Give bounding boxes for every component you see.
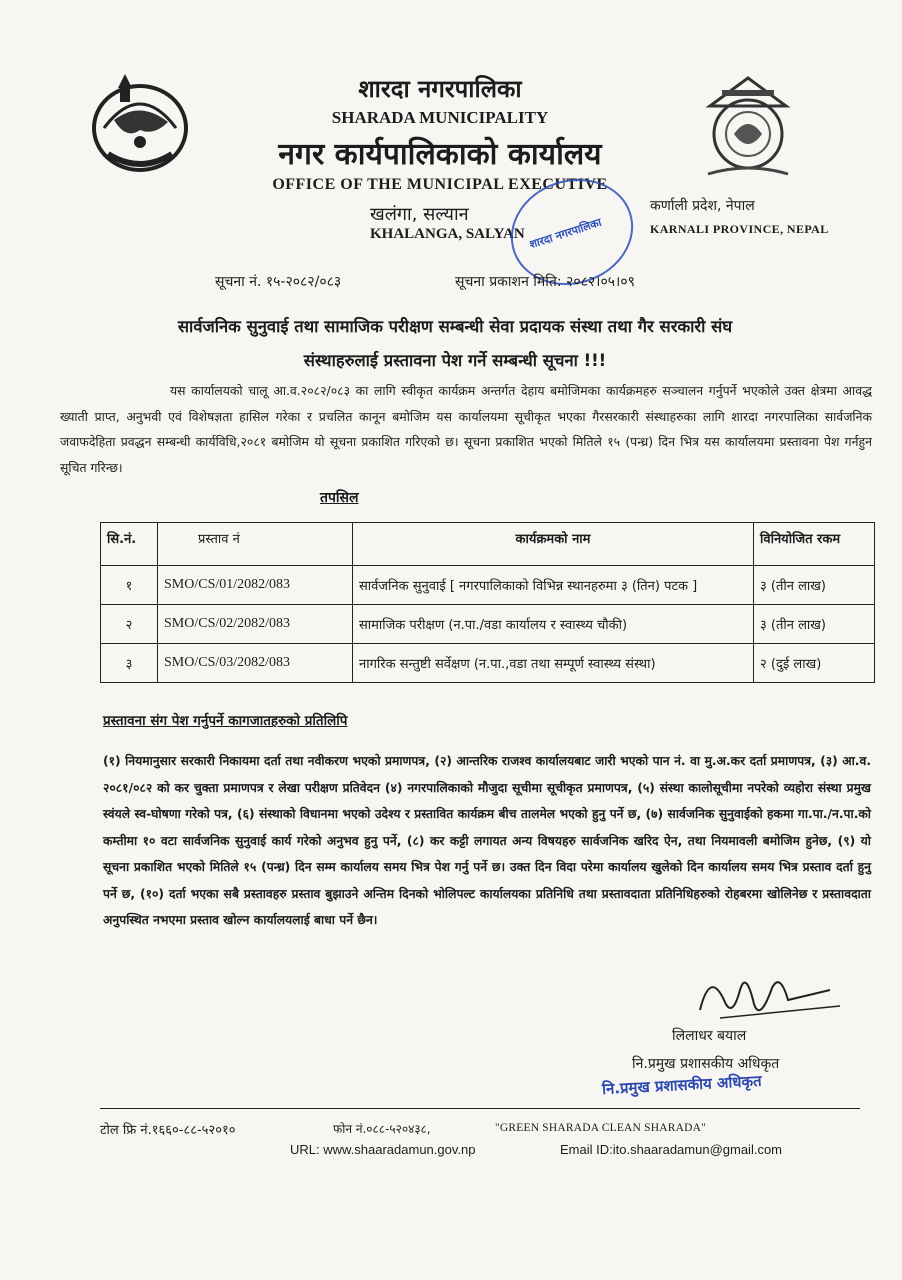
municipality-name-np: शारदा नगरपालिका xyxy=(358,75,522,103)
table-row xyxy=(101,605,875,644)
cell-sn: २ xyxy=(101,605,158,644)
cell-sn: ३ xyxy=(101,644,158,683)
municipality-name-en: SHARADA MUNICIPALITY xyxy=(331,108,549,127)
col-header-proposal-no: प्रस्ताव नं xyxy=(158,523,353,566)
province-en: KARNALI PROVINCE, NEPAL xyxy=(650,222,829,236)
cell-sn: १ xyxy=(101,566,158,605)
cell-amount: ३ (तीन लाख) xyxy=(754,605,875,644)
toll-free-number: टोल फ्रि नं.१६६०-८८-५२०१० xyxy=(100,1123,236,1138)
cell-proposal-no: SMO/CS/01/2082/083 xyxy=(158,566,353,605)
cell-proposal-no: SMO/CS/02/2082/083 xyxy=(158,605,353,644)
documents-paragraph: (१) नियमानुसार सरकारी निकायमा दर्ता तथा नवीकरण भएको प्रमाणपत्र, (२) आन्तरिक राजश्व कार्यालयबाट जारी भएको पान नं. वा मु.अ.कर दर्ता प्रमाणपत्र, (३) आ.व. २०८१/०८२ को कर चुक्ता प्रमाणपत्र र लेखा परीक्षण प्रतिवेदन (४) नगरपालिकाको मौजुदा सूचीमा सूचीकृत प्रमाणपत्र, (५) संस्था कालोसूचीमा नपरेको व्यहोरा संस्था प्रमुख स्वंयले स्व-घोषणा गरेको पत्र, (६) संस्थाको विधानमा भएको उदेश्य र प्रस्तावित कार्यक्रम बीच तालमेल भएको हुनु पर्ने छ, (७) सार्वजनिक सुनुवाईको हकमा गा.पा./न.पा.को कम्तीमा १० वटा सार्वजनिक सुनुवाई कार्य गरेको अनुभव हुनु पर्ने, (८) कर कट्टी लगायत अन्य विषयहरु सार्वजनिक खरिद ऐन, तथा नियमावली बमोजिम हुनेछ, (९) यो सूचना प्रकाशित भएको मितिले १५ (पन्ध्र) दिन सम्म कार्यालय समय भित्र पेश गर्नु पर्ने छ। उक्त दिन विदा परेमा कार्यालय खुलेको दिन कार्यालय समय भित्र प्रस्ताव दर्ता हुनु पर्ने छ, (१०) दर्ता भएका सबै प्रस्तावहरु प्रस्ताव बुझाउने अन्तिम दिनको भोलिपल्ट कार्यालयका प्रतिनिधि तथा प्रस्तावदाता प्रतिनिधिहरुको रोहबरमा खोलिनेछ र प्रस्तावदाता अनुपस्थित नभएमा प्रस्ताव खोल्न कार्यालयलाई बाधा पर्ने छैन। xyxy=(103,754,871,927)
notice-reference: सूचना नं. १५-२०८२/०८३ xyxy=(215,274,342,290)
signatory-name: लिलाधर बयाल xyxy=(672,1028,747,1044)
place-en: KHALANGA, SALYAN xyxy=(370,226,525,242)
municipality-logo-icon xyxy=(700,70,796,190)
col-header-amount: विनियोजित रकम xyxy=(754,523,875,566)
office-stamp-text: शारदा नगरपालिका xyxy=(527,215,604,252)
province-np: कर्णाली प्रदेश, नेपाल xyxy=(650,198,755,214)
schedule-heading: तपसिल xyxy=(320,490,359,506)
cell-amount: २ (दुई लाख) xyxy=(754,644,875,683)
cell-amount: ३ (तीन लाख) xyxy=(754,566,875,605)
signatory-role: नि.प्रमुख प्रशासकीय अधिकृत xyxy=(632,1056,780,1072)
table-row xyxy=(101,566,875,605)
col-header-program-name: कार्यक्रमको नाम xyxy=(353,523,754,566)
notice-title-line1: सार्वजनिक सुनुवाई तथा सामाजिक परीक्षण सम्बन्धी सेवा प्रदायक संस्था तथा गैर सरकारी संघ xyxy=(177,317,733,336)
nepal-emblem-icon xyxy=(84,70,196,182)
intro-paragraph: यस कार्यालयको चालू आ.व.२०८२/०८३ का लागि स्वीकृत कार्यक्रम अन्तर्गत देहाय बमोजिमका कार्यक्रमहरु सञ्चालन गर्नुपर्ने भएकोले उक्त क्षेत्रमा आवद्ध ख्याती प्राप्त, अनुभवी एवं विशेषज्ञता हासिल गरेका र प्रचलित कानून बमोजिम यस कार्यालयमा सूचीकृत भएका गैरसरकारी संस्थाहरुका लागि शारदा नगरपालिका सार्वजनिक जवाफदेहिता प्रवद्धन सम्बन्धी कार्यविधि,२०८१ बमोजिम यो सूचना प्रकाशित गरिएको छ। सूचना प्रकाशित भएको मितिले १५ (पन्ध्र) दिन भित्र यस कार्यालयमा प्रस्तावना पेश गर्नहुन सूचित गरिन्छ। xyxy=(60,383,872,475)
cell-program-name: नागरिक सन्तुष्टी सर्वेक्षण (न.पा.,वडा तथा सम्पूर्ण स्वास्थ्य संस्था) xyxy=(353,644,754,683)
office-name-np: नगर कार्यपालिकाको कार्यालय xyxy=(278,137,602,172)
table-row xyxy=(101,644,875,683)
office-name-en: OFFICE OF THE MUNICIPAL EXECUTIVE xyxy=(272,176,608,193)
slogan: "GREEN SHARADA CLEAN SHARADA" xyxy=(495,1122,707,1134)
signature-scribble xyxy=(680,960,850,1030)
table-header-row xyxy=(101,523,875,566)
notice-published-date: सूचना प्रकाशन मिति: २०८२।०५।०९ xyxy=(455,274,635,290)
website-url: URL: www.shaaradamun.gov.np xyxy=(290,1142,476,1157)
notice-title-line2: संस्थाहरुलाई प्रस्तावना पेश गर्ने सम्बन्धी सूचना !!! xyxy=(303,351,607,370)
cell-program-name: सार्वजनिक सुनुवाई [ नगरपालिकाको विभिन्न स्थानहरुमा ३ (तिन) पटक ] xyxy=(353,566,754,605)
cell-program-name: सामाजिक परीक्षण (न.पा./वडा कार्यालय र स्वास्थ्य चौकी) xyxy=(353,605,754,644)
documents-heading: प्रस्तावना संग पेश गर्नुपर्ने कागजातहरुको प्रतिलिपि xyxy=(103,713,348,729)
program-table xyxy=(100,522,875,683)
email-address: Email ID:ito.shaaradamun@gmail.com xyxy=(560,1142,783,1157)
signatory-role-stamp: नि.प्रमुख प्रशासकीय अधिकृत xyxy=(601,1071,763,1099)
cell-proposal-no: SMO/CS/03/2082/083 xyxy=(158,644,353,683)
footer-divider xyxy=(100,1108,860,1109)
col-header-sn: सि.नं. xyxy=(101,523,158,566)
phone-number: फोन नं.०८८-५२०४३८, xyxy=(333,1122,431,1136)
place-np: खलंगा, सल्यान xyxy=(370,204,469,225)
